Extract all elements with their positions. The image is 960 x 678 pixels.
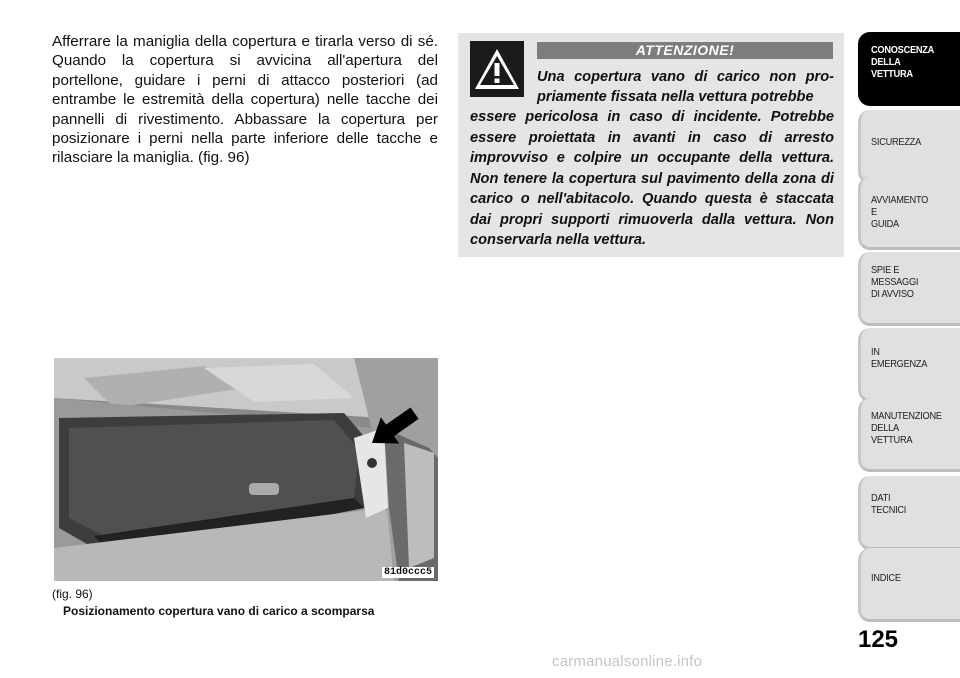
figure-image bbox=[54, 358, 438, 581]
warning-text-rest: essere pericolosa in caso di incidente. Potrebbe essere proiettata in avanti in caso di arresto improvviso e colpire un occupante della vettura. Non tenere la copertura sul pavimento della zona di carico o nell'abitacolo. Quando questa è staccata dai propri supporti rimuoverla dalla vettura. Non conservarla nella vettura. bbox=[470, 109, 834, 248]
sidebar-tab-sicurezza[interactable] bbox=[858, 110, 960, 184]
sidebar-tab-label: IN EMERGENZA bbox=[871, 346, 928, 370]
page-number: 125 bbox=[857, 626, 899, 653]
watermark: carmanualsonline.info bbox=[552, 653, 703, 670]
sidebar-tab-label: CONOSCENZA DELLA VETTURA bbox=[871, 44, 935, 80]
warning-text-first: Una copertura vano di carico non pro- priamente fissata nella vettura potrebbe bbox=[537, 69, 834, 105]
sidebar-tab-conoscenza[interactable] bbox=[858, 32, 960, 106]
sidebar-tab-dati-tecnici[interactable] bbox=[858, 476, 960, 550]
body-paragraph: Afferrare la maniglia della copertura e tirarla verso di sé. Quando la copertura si avvicina all'apertura del portellone, guidare i perni di attacco posteriori (ad entrambe le estremità della copertura) nelle tacche dei pannelli di rivestimento. Abbassare la copertura per posizionare i perni nella parte inferiore delle tacche e rilasciare la maniglia. (fig. 96) bbox=[52, 33, 438, 167]
sidebar-tab-label: INDICE bbox=[871, 572, 901, 584]
figure-number: (fig. 96) bbox=[52, 587, 93, 601]
warning-triangle-icon bbox=[470, 41, 524, 97]
sidebar-tab-emergenza[interactable] bbox=[858, 328, 960, 402]
cargo-cover-illustration bbox=[54, 358, 438, 581]
warning-box bbox=[458, 33, 844, 257]
sidebar-tab-manutenzione[interactable] bbox=[858, 398, 960, 472]
sidebar-tab-label: SPIE E MESSAGGI DI AVVISO bbox=[871, 264, 919, 300]
warning-title: ATTENZIONE! bbox=[537, 42, 833, 59]
sidebar-tab-indice[interactable] bbox=[858, 548, 960, 622]
sidebar-tab-label: SICUREZZA bbox=[871, 136, 921, 148]
figure-code: 81d0ccc5 bbox=[383, 567, 432, 578]
sidebar-tab-label: AVVIAMENTO E GUIDA bbox=[871, 194, 929, 230]
sidebar-tab-avviamento[interactable] bbox=[858, 176, 960, 250]
figure-caption: Posizionamento copertura vano di carico a scomparsa bbox=[63, 604, 375, 618]
sidebar-tab-spie[interactable] bbox=[858, 252, 960, 326]
sidebar-tab-label: DATI TECNICI bbox=[871, 492, 907, 516]
sidebar-tab-label: MANUTENZIONE DELLA VETTURA bbox=[871, 410, 942, 446]
